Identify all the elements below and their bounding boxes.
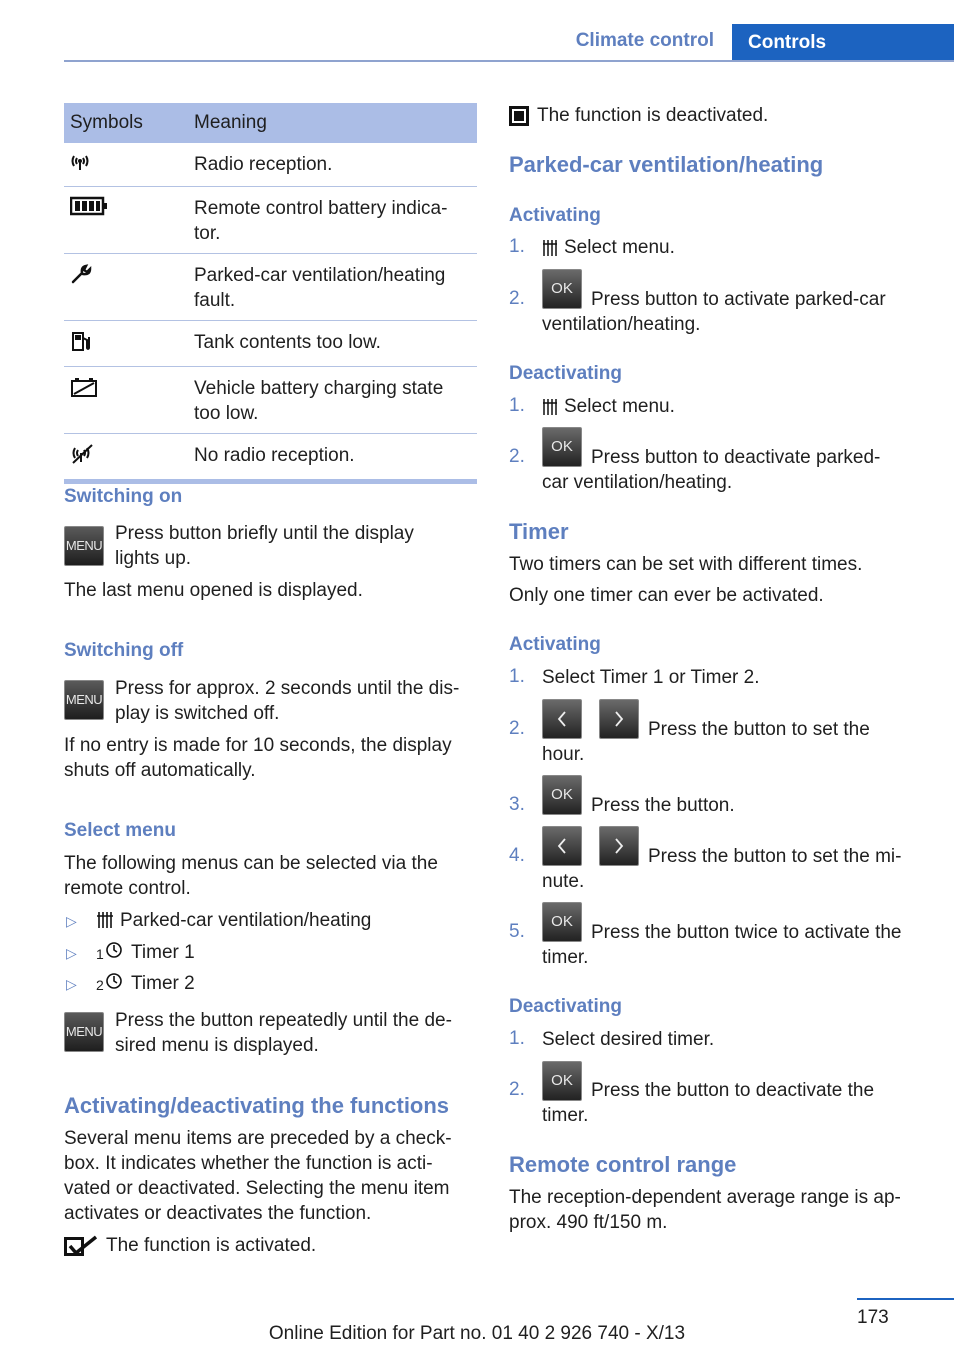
switching-off-text: Press for approx. 2 seconds until the dis- play is switched off. bbox=[115, 678, 460, 724]
timer-2-subscript: 2 bbox=[96, 977, 104, 993]
ok-button: OK bbox=[542, 1061, 582, 1101]
act-deact-heading: Activating/deactivating the functions bbox=[64, 1093, 450, 1118]
timer-deact-step-1: Select desired timer. bbox=[542, 1029, 715, 1050]
deactivate-step: Press button to deactivate parked- car ventilation/heating. bbox=[542, 447, 881, 493]
step-number: 2. bbox=[509, 288, 525, 309]
symbols-table bbox=[64, 103, 477, 484]
select-menu-button-text: Press the button repeatedly until the de- sired menu is displayed. bbox=[115, 1010, 452, 1056]
menu-item-timer-2: Timer 2 bbox=[131, 973, 195, 994]
clock-icon bbox=[105, 972, 123, 990]
meaning-cell: No radio reception. bbox=[188, 434, 477, 482]
timer-activating-heading: Activating bbox=[509, 634, 601, 655]
deactivated-text: The function is deactivated. bbox=[537, 105, 769, 126]
meaning-cell: Tank contents too low. bbox=[188, 321, 477, 367]
table-row bbox=[64, 254, 477, 321]
range-text: The reception-dependent average range is ap- prox. 490 ft/150 m. bbox=[509, 1187, 901, 1233]
table-row bbox=[64, 187, 477, 254]
battery-indicator-icon bbox=[70, 196, 108, 216]
footer-rule bbox=[857, 1298, 954, 1300]
edition-footer: Online Edition for Part no. 01 40 2 926 740 - X/13 bbox=[268, 1323, 686, 1344]
page-number: 173 bbox=[857, 1307, 889, 1328]
parked-heading: Parked-car ventilation/heating bbox=[509, 152, 824, 177]
ventilation-icon bbox=[542, 238, 558, 258]
switching-on-heading: Switching on bbox=[64, 486, 183, 507]
select-menu-text: The following menus can be selected via the remote control. bbox=[64, 853, 438, 899]
clock-icon bbox=[105, 941, 123, 959]
step-number: 2. bbox=[509, 446, 525, 467]
step-number: 2. bbox=[509, 1079, 525, 1100]
activated-text: The function is activated. bbox=[106, 1235, 317, 1256]
meaning-cell: Parked-car ventilation/heating fault. bbox=[188, 254, 477, 321]
fuel-pump-icon bbox=[70, 330, 92, 352]
timer-act-step-4: Press the button to set the mi- nute. bbox=[542, 846, 902, 892]
timer-deact-step-2: Press the button to deactivate the timer. bbox=[542, 1080, 875, 1126]
select-menu-step: Select menu. bbox=[564, 396, 675, 417]
activating-heading: Activating bbox=[509, 205, 601, 226]
menu-button: MENU bbox=[64, 680, 104, 720]
table-row bbox=[64, 367, 477, 434]
bullet-icon: ▷ bbox=[66, 913, 77, 929]
table-row bbox=[64, 143, 477, 187]
switching-on-text: Press button briefly until the display lights up. bbox=[115, 523, 414, 569]
ok-button: OK bbox=[542, 427, 582, 467]
checkbox-checked-icon bbox=[64, 1235, 98, 1257]
menu-item-timer-1: Timer 1 bbox=[131, 942, 195, 963]
step-number: 5. bbox=[509, 921, 525, 942]
section-title: Climate control bbox=[575, 30, 714, 51]
select-menu-step: Select menu. bbox=[564, 237, 675, 258]
no-radio-reception-icon bbox=[70, 443, 96, 465]
wrench-icon bbox=[70, 263, 92, 285]
table-header-row bbox=[64, 103, 477, 143]
timer-act-step-2: Press the button to set the hour. bbox=[542, 719, 870, 765]
ventilation-icon bbox=[96, 910, 114, 930]
timer-line-2: Only one timer can ever be activated. bbox=[509, 585, 824, 606]
activate-step: Press button to activate parked-car ventilation/heating. bbox=[542, 289, 886, 335]
timer-1-subscript: 1 bbox=[96, 946, 104, 962]
col-header-symbols: Symbols bbox=[64, 103, 188, 143]
checkbox-unchecked-icon bbox=[509, 106, 529, 126]
table-row bbox=[64, 434, 477, 482]
deactivating-heading: Deactivating bbox=[509, 363, 622, 384]
bullet-icon: ▷ bbox=[66, 976, 77, 992]
step-number: 1. bbox=[509, 666, 525, 687]
header-rule bbox=[64, 60, 954, 62]
meaning-cell: Remote control battery indica- tor. bbox=[188, 187, 477, 254]
switching-off-note: If no entry is made for 10 seconds, the display shuts off automatically. bbox=[64, 735, 452, 781]
step-number: 3. bbox=[509, 794, 525, 815]
timer-act-step-5: Press the button twice to activate the timer. bbox=[542, 922, 902, 968]
timer-act-step-1: Select Timer 1 or Timer 2. bbox=[542, 667, 760, 688]
timer-heading: Timer bbox=[509, 519, 569, 544]
step-number: 4. bbox=[509, 845, 525, 866]
meaning-cell: Vehicle battery charging state too low. bbox=[188, 367, 477, 434]
col-header-meaning: Meaning bbox=[188, 103, 477, 143]
ventilation-icon bbox=[542, 397, 558, 417]
step-number: 1. bbox=[509, 395, 525, 416]
act-deact-text: Several menu items are preceded by a check- box. It indicates whether the function is acti- vated or deactivated. Selecting the menu item activates or deactivates the function. bbox=[64, 1128, 452, 1224]
bullet-icon: ▷ bbox=[66, 945, 77, 961]
step-number: 2. bbox=[509, 718, 525, 739]
ok-button: OK bbox=[542, 902, 582, 942]
step-number: 1. bbox=[509, 236, 525, 257]
chapter-tab: Controls bbox=[732, 24, 954, 61]
vehicle-battery-icon bbox=[70, 376, 100, 398]
ok-button: OK bbox=[542, 775, 582, 815]
ok-button: OK bbox=[542, 269, 582, 309]
switching-on-note: The last menu opened is displayed. bbox=[64, 580, 363, 601]
step-number: 1. bbox=[509, 1028, 525, 1049]
range-heading: Remote control range bbox=[509, 1152, 737, 1177]
table-row bbox=[64, 321, 477, 367]
menu-button: MENU bbox=[64, 526, 104, 566]
menu-item-ventilation: Parked-car ventilation/heating bbox=[120, 910, 372, 931]
select-menu-heading: Select menu bbox=[64, 820, 176, 841]
timer-deactivating-heading: Deactivating bbox=[509, 996, 622, 1017]
radio-reception-icon bbox=[70, 152, 90, 172]
timer-act-step-3: Press the button. bbox=[591, 795, 735, 816]
switching-off-heading: Switching off bbox=[64, 640, 184, 661]
timer-line-1: Two timers can be set with different times. bbox=[509, 554, 863, 575]
meaning-cell: Radio reception. bbox=[188, 143, 477, 187]
menu-button: MENU bbox=[64, 1012, 104, 1052]
